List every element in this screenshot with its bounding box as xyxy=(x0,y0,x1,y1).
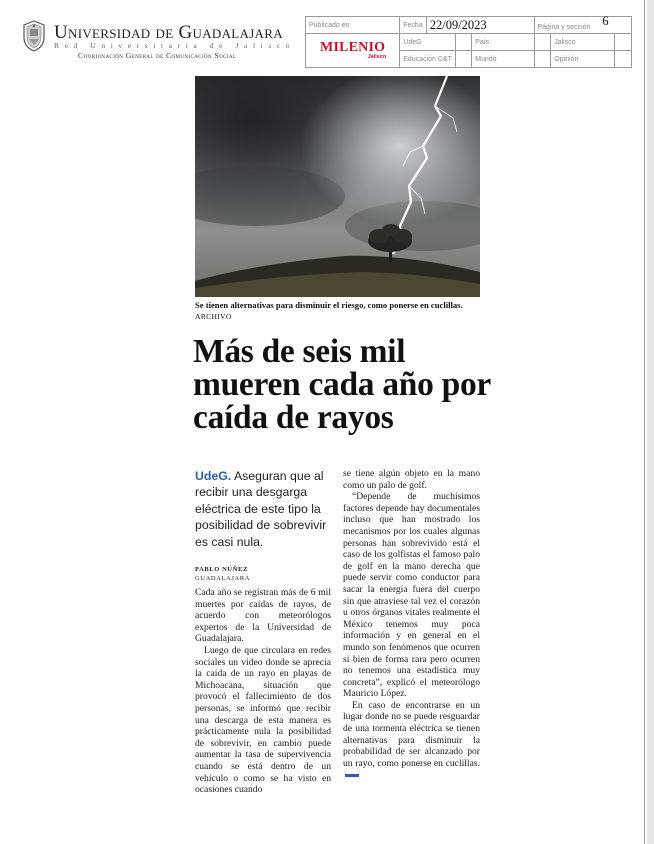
page-label: Página y sección xyxy=(537,23,591,31)
author-name: PABLO NÚÑEZ xyxy=(195,566,248,573)
check-mundo xyxy=(534,51,551,68)
section-opinion: Opinión xyxy=(551,51,615,68)
section-jalisco: Jalisco xyxy=(551,34,615,51)
paragraph-final xyxy=(343,700,480,781)
article-column-2 xyxy=(343,468,480,781)
university-network: Red Universitaria de Jalisco xyxy=(54,41,296,50)
lightning-tree-image xyxy=(195,76,480,297)
published-label: Publicado en xyxy=(306,17,400,34)
section-mundo: Mundo xyxy=(472,51,534,68)
lead-text: Aseguran que al recibir una desgarga eléctrica de este tipo la posibilidad de sobrevivir es casi nula. xyxy=(195,469,327,549)
paragraph: Luego de que circulara en redes sociales un video donde se aprecia la caída de un rayo en playas de Michoacana, situación que provocó el fallecimiento de dos personas, se informó que recibir una descarga de esta manera es prácticamente nula la posibilidad de sobrevivir, en cambio puede aumentar la tasa de supervivencia cuando se está dentro de un vehículo o como se ha visto en ocasiones cuando xyxy=(195,644,331,796)
paragraph: se tiene algún objeto en la mano como un palo de golf. xyxy=(343,468,480,491)
check-pais xyxy=(534,34,551,51)
photo-credit: ARCHIVO xyxy=(195,312,232,321)
paragraph-text: En caso de encontrarse en un lugar donde no se puede resguardar de una tormenta eléctrica se tienen alternativas para disminuir la probabilidad de ser alcanzado por un rayo, como ponerse en cuclillas. xyxy=(343,699,480,769)
section-pais: País xyxy=(472,34,534,51)
headline: Más de seis mil mueren cada año por caída de rayos xyxy=(193,333,491,436)
university-seal-icon xyxy=(22,20,46,52)
section-udeg: UdeG xyxy=(400,34,456,51)
date-value xyxy=(426,17,534,34)
check-jalisco xyxy=(615,34,632,51)
outlet-name: MILENIO xyxy=(320,39,386,55)
date-handwritten: 22/09/2023 xyxy=(429,17,487,32)
check-opinion xyxy=(615,51,632,68)
publication-meta-table xyxy=(305,13,632,68)
paragraph: “Depende de muchísimos factores depende hay documentales incluso que han mostrado los mecanismos por los cuales algunas personas han sobrevivido está el caso de los golfistas el famoso palo de golf en la mano derecha que puede servir como conductor para sacar la energía fuera del cuerpo sin que atraviese tal vez el corazón u otros órganos vitales realmente el México tenemos muy poca información y en general en el mundo son fenómenos que ocurren si bien de forma rara pero ocurren no tenemos una estadística muy concreta”, explicó el meteorólogo Mauricio López. xyxy=(343,491,480,700)
page-number: 6 xyxy=(602,13,609,28)
university-name: Universidad de Guadalajara xyxy=(54,22,283,43)
check-educacion xyxy=(455,51,471,68)
article-photo xyxy=(195,76,480,297)
paragraph: Cada año se registran más de 6 mil muertes por caídas de rayos, de acuerdo con meteorólogos expertos de la Universidad de Guadalajara. xyxy=(195,587,331,645)
outlet-city: Jalisco xyxy=(367,53,387,60)
page-border xyxy=(644,0,645,844)
section-educacion: Educación C&T xyxy=(400,51,456,68)
page-cell xyxy=(534,13,632,34)
lead-summary xyxy=(195,468,340,550)
lead-tag: UdeG. xyxy=(195,469,232,483)
coordination-name: Coordinación General de Comunicación Social xyxy=(78,51,237,60)
end-mark xyxy=(345,774,359,777)
date-label: Fecha xyxy=(400,17,426,34)
caption-text: Se tienen alternativas para disminuir el riesgo, como ponerse en cuclillas. xyxy=(195,300,463,310)
article-column-1 xyxy=(195,587,331,796)
check-udeg xyxy=(455,34,471,51)
dateline-location: GUADALAJARA xyxy=(195,574,250,582)
photo-caption xyxy=(195,300,481,322)
page-shadow xyxy=(647,0,654,844)
byline xyxy=(195,566,250,583)
outlet-logo xyxy=(306,34,400,68)
